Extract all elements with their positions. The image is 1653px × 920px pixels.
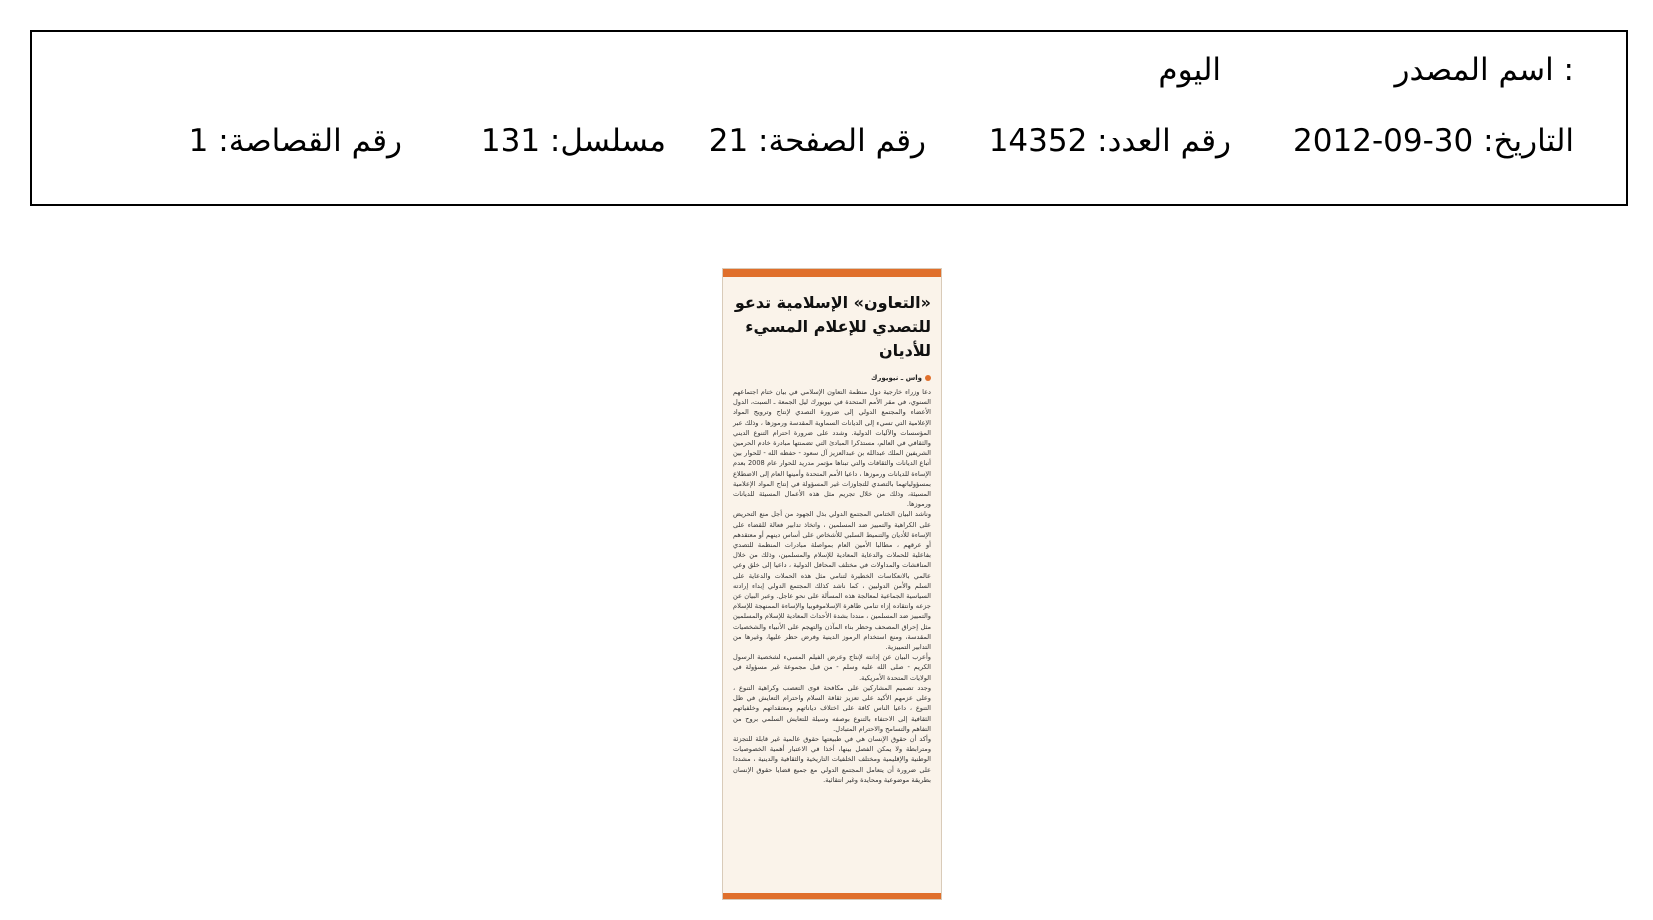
byline-text: واس ـ نيويورك — [870, 374, 922, 382]
serial-field: مسلسل: 131 — [480, 123, 666, 159]
clip-bottom-bar — [723, 893, 941, 899]
article-paragraph: وجدد تصميم المشاركين على مكافحة قوى التعصب وكراهية التنوع ، وعلى عزمهم الأكيد على تعزيز ثقافة السلام واحترام التعايش في ظل التنوع ، داعيا الناس كافة على اختلاف دياناتهم ومعتقداتهم وخلفياتهم الثقافية إلى الاحتفاء بالتنوع بوصفه وسيلة للتعايش السلمي بروح من التفاهم والتسامح والاحترام المتبادل. — [733, 683, 931, 733]
issue-number-field: رقم العدد: 14352 — [988, 123, 1231, 159]
source-value: اليوم — [1158, 52, 1221, 88]
article-paragraph: وأعرب البيان عن إدانته لإنتاج وعرض الفيلم المسيء لشخصية الرسول الكريم - صلى الله عليه وسلم - من قبل مجموعة غير مسؤولة في الولايات المتحدة الأمريكية. — [733, 653, 931, 682]
newspaper-clipping — [722, 268, 942, 900]
header-box — [30, 30, 1628, 206]
article-paragraph: وأكد أن حقوق الإنسان هي في طبيعتها حقوق عالمية غير قابلة للتجزئة ومترابطة ولا يمكن الفصل بينها، أخذا في الاعتبار أهمية الخصوصيات الوطنية والإقليمية ومختلف الخلفيات التاريخية والثقافية والدينية ، مشددا على ضرورة أن يتعامل المجتمع الدولي مع جميع قضايا حقوق الإنسان بطريقة موضوعية ومحايدة وغير انتقائية. — [733, 734, 931, 784]
headline-line-1: «التعاون» الإسلامية تدعو — [734, 293, 931, 312]
clip-top-bar — [723, 269, 941, 277]
clip-number-field: رقم القصاصة: 1 — [188, 123, 402, 159]
bullet-icon — [925, 375, 931, 381]
date-field: التاريخ: 30-09-2012 — [1293, 123, 1574, 159]
source-label: اسم المصدر : — [1394, 52, 1574, 88]
article-paragraph: وناشد البيان الختامي المجتمع الدولي بذل الجهود من أجل منع التحريض على الكراهية والتمييز ضد المسلمين ، واتخاذ تدابير فعالة للقضاء على الإساءة للأديان والتنميط السلبي للأشخاص على أساس دينهم أو معتقدهم أو عرقهم ، مطالبا الأمين العام بمواصلة مبادرات المنظمة للتصدي بفاعلية للحملات والدعاية المعادية للإسلام والمسلمين، وذلك من خلال المناقشات والمداولات في مختلف المحافل الدولية ، داعيا إلى خلق وعي عالمي بالانعكاسات الخطيرة لتنامي مثل هذه الحملات والدعاية على السلم والأمن الدوليين ، كما ناشد كذلك المجتمع الدولي إبداء إرادته السياسية الجماعية لمعالجة هذه المسألة على نحو عاجل. وعبر البيان عن جزعه وانتقاده إزاء تنامي ظاهرة الإسلاموفوبيا والإساءة الممنهجة للإسلام والتمييز ضد المسلمين ، منددا بشدة الأحداث المعادية للإسلام والمسلمين مثل إحراق المصحف وحظر بناء المآذن والتهجم على الأنبياء والشخصيات المقدسة، ومنع استخدام الرموز الدينية وفرض حظر عليها، وغيرها من التدابير التمييزية. — [733, 510, 931, 652]
article-paragraph: دعا وزراء خارجية دول منظمة التعاون الإسلامي في بيان ختام اجتماعهم السنوي، في مقر الأمم المتحدة في نيويورك ليل الجمعة ـ السبت، الدول الأعضاء والمجتمع الدولي إلى ضرورة التصدي لإنتاج وترويج المواد الإعلامية التي تسيء إلى الديانات السماوية المقدسة ورموزها ، وذلك عبر المؤسسات والآليات الدولية. وشدد على ضرورة احترام التنوع الديني والثقافي في العالم، مستذكرا المبادئ التي تضمنتها مبادرة خادم الحرمين الشريفين الملك عبدالله بن عبدالعزيز آل سعود - حفظه الله - للحوار بين أتباع الديانات والثقافات والتي تبناها مؤتمر مدريد للحوار عام 2008 بعدم الإساءة للديانات ورموزها ، داعيا الأمم المتحدة وأمينها العام إلى الاضطلاع بمسؤولياتهما بالتصدي للتجاوزات غير المسؤولة في إنتاج المواد الإعلامية المسيئة، وذلك من خلال تجريم مثل هذه الأعمال المسيئة للديانات ورموزها. — [733, 388, 931, 509]
article-byline — [723, 367, 941, 385]
article-headline — [723, 277, 941, 367]
page-number-field: رقم الصفحة: 21 — [708, 123, 926, 159]
headline-line-2: للتصدي للإعلام المسيء للأديان — [745, 317, 931, 360]
article-body — [723, 385, 941, 791]
